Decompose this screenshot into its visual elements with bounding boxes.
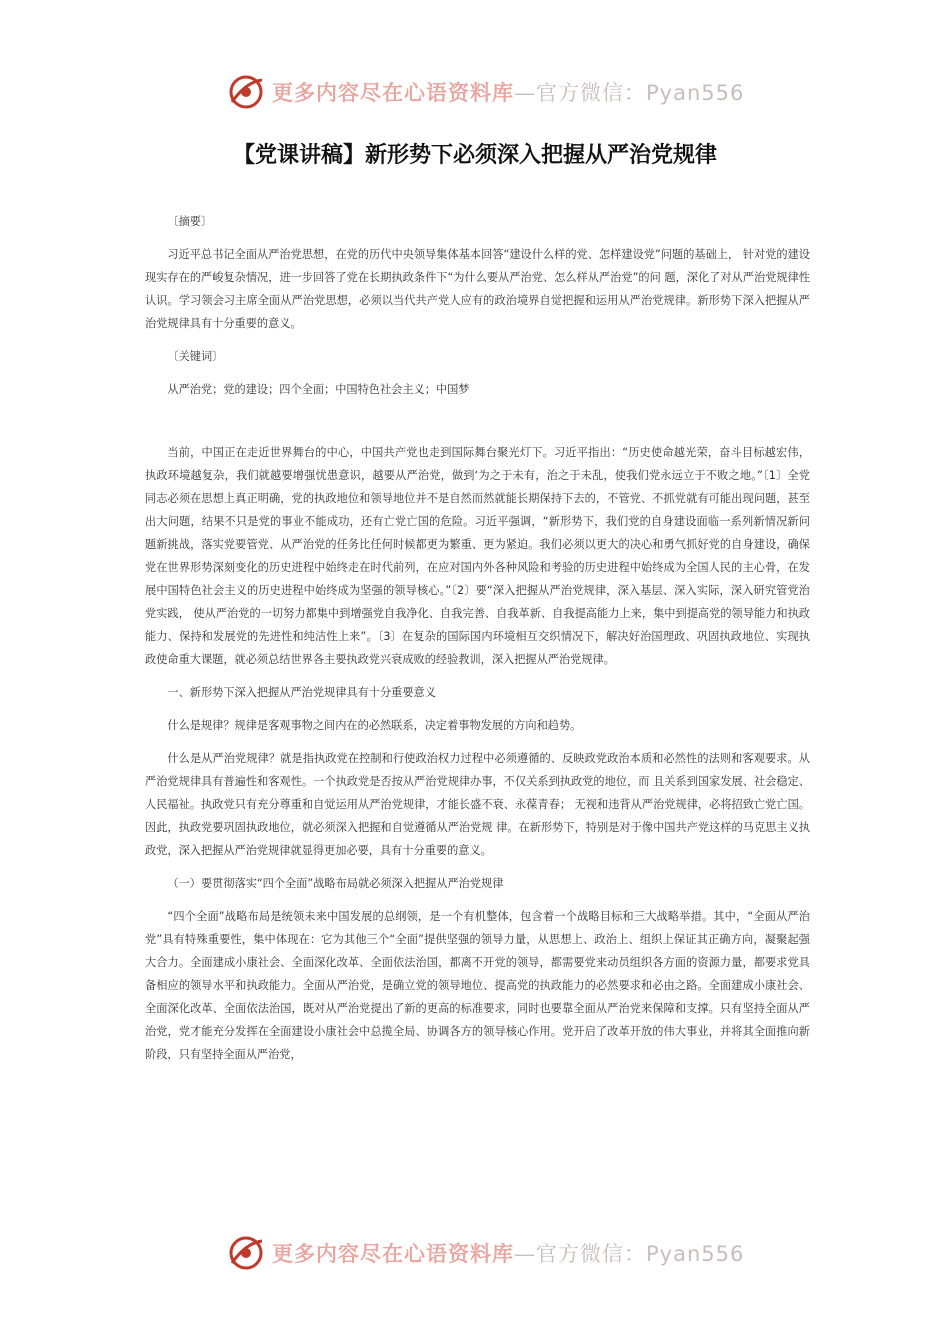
abstract-label: 〔摘要〕 xyxy=(167,215,213,228)
header-banner xyxy=(226,72,746,112)
logo-icon xyxy=(226,72,266,112)
body-paragraph: 当前，中国正在走近世界舞台的中心，中国共产党也走到国际舞台聚光灯下。习近平指出：“历史使命越光荣，奋斗目标越宏伟，执政环境越复杂，我们就越要增强忧患意识，越要从严治党，做到‘为之于未有，治之于未乱，使我们党永远立于不败之地。”〔1〕全党同志必须在思想上真正明确，党的执政地位和领导地位并不是自然而然就能长期保持下去的，不管党、不抓党就有可能出现问题，甚至出大问题，结果不只是党的事业不能成功，还有亡党亡国的危险。习近平强调，“新形势下，我们党的自身建设面临一系列新情况新问题新挑战，落实党要管党、从严治党的任务比任何时候都更为繁重、更为紧迫。我们必须以更大的决心和勇气抓好党的自身建设，确保党在世界形势深刻变化的历史进程中始终走在时代前列，在应对国内外各种风险和考验的历史进程中始终成为全国人民的主心骨，在发展中国特色社会主义的历史进程中始终成为坚强的领导核心。”〔2〕要“深入把握从严治党规律，深入基层、深入实际，深入研究管党治党实践， 使从严治党的一切努力都集中到增强党自我净化、自我完善、自我革新、自我提高能力上来，集中到提高党的领导能力和执政能力、保持和发展党的先进性和纯洁性上来”。〔3〕在复杂的国际国内环境相互交织情况下，解决好治国理政、巩固执政地位、实现执政使命重大课题，就必须总结世界各主要执政党兴衰成败的经验教训，深入把握从严治党规律。 xyxy=(145,446,810,666)
document-title: 【党课讲稿】新形势下必须深入把握从严治党规律 xyxy=(232,143,717,168)
footer-banner xyxy=(226,1233,746,1273)
logo-icon xyxy=(226,1233,266,1273)
body-paragraph: “四个全面”战略布局是统领未来中国发展的总纲领，是一个有机整体，包含着一个战略目标和三大战略举措。其中，“全面从严治党”具有特殊重要性，集中体现在：它为其他三个“全面”提供坚强的领导力量，从思想上、政治上、组织上保证其正确方向，凝聚起强大合力。全面建成小康社会、全面深化改革、全面依法治国，都离不开党的领导，都需要党来动员组织各方面的资源力量，都要求党具备相应的领导水平和执政能力。全面从严治党，是确立党的领导地位、提高党的执政能力的必然要求和必由之路。全面建成小康社会、全面深化改革、全面依法治国，既对从严治党提出了新的更高的标准要求，同时也要靠全面从严治党来保障和支撑。只有坚持全面从严治党，党才能充分发挥在全面建设小康社会中总揽全局、协调各方的领导核心作用。党开启了改革开放的伟大事业，并将其全面推向新阶段，只有坚持全面从严治党， xyxy=(145,910,810,1061)
abstract-text: 习近平总书记全面从严治党思想，在党的历代中央领导集体基本回答“建设什么样的党、怎样建设党”问题的基础上， 针对党的建设现实存在的严峻复杂情况，进一步回答了党在长期执政条件下“为什么要从严治党、怎么样从严治党”的问 题，深化了对从严治党规律性认识。学习领会习主席全面从严治党思想，必须以当代共产党人应有的政治境界自觉把握和运用从严治党规律。新形势下深入把握从严治党规律具有十分重要的意义。 xyxy=(145,248,810,330)
keywords-text: 从严治党；党的建设；四个全面；中国特色社会主义；中国梦 xyxy=(167,383,470,396)
banner-text: 更多内容尽在心语资料库—官方微信：Pyan556 xyxy=(272,1241,745,1266)
body-paragraph: 什么是规律？规律是客观事物之间内在的必然联系，决定着事物发展的方向和趋势。 xyxy=(167,719,582,732)
banner-text: 更多内容尽在心语资料库—官方微信：Pyan556 xyxy=(272,80,745,105)
keywords-label: 〔关键词〕 xyxy=(167,350,224,363)
document-body xyxy=(145,210,810,1076)
section-heading: 一、新形势下深入把握从严治党规律具有十分重要意义 xyxy=(167,686,436,699)
subsection-heading: （一）要贯彻落实“四个全面”战略布局就必须深入把握从严治党规律 xyxy=(167,877,504,890)
body-paragraph: 什么是从严治党规律？就是指执政党在控制和行使政治权力过程中必须遵循的、反映政党政治本质和必然性的法则和客观要求。从严治党规律具有普遍性和客观性。一个执政党是否按从严治党规律办事，不仅关系到执政党的地位，而 且关系到国家发展、社会稳定、人民福祉。执政党只有充分尊重和自觉运用从严治党规律，才能长盛不衰、永葆青春； 无视和违背从严治党规律，必将招致亡党亡国。因此，执政党要巩固执政地位，就必须深入把握和自觉遵循从严治党规 律。在新形势下，特别是对于像中国共产党这样的马克思主义执政党，深入把握从严治党规律就显得更加必要，具有十分重要的意义。 xyxy=(145,752,810,857)
